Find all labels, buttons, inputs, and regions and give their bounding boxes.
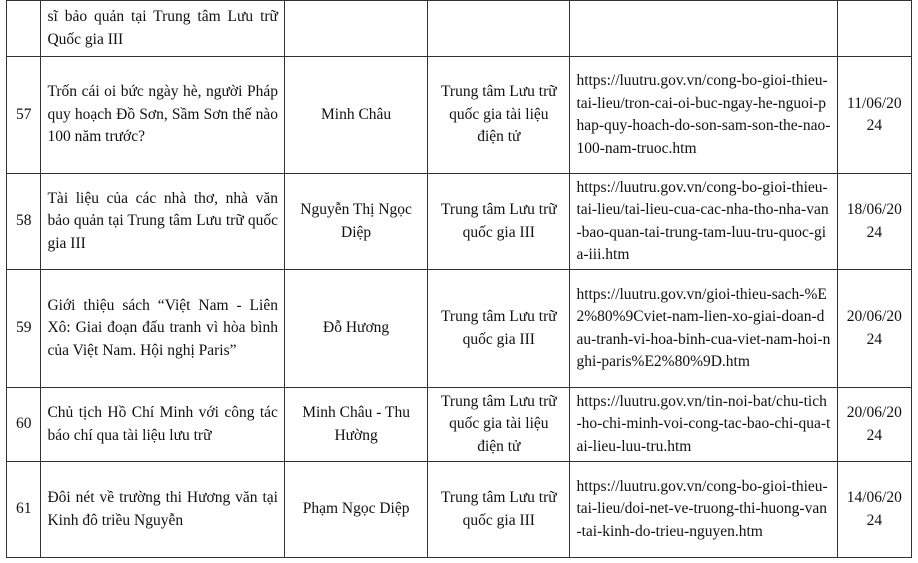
publishing-unit: Trung tâm Lưu trữ quốc gia III xyxy=(428,270,570,388)
row-number: 61 xyxy=(7,462,41,558)
table-row xyxy=(7,462,912,558)
article-url: https://luutru.gov.vn/cong-bo-gioi-thieu-tai-lieu/tai-lieu-cua-cac-nha-tho-nha-van-bao-quan-tai-trung-tam-luu-tru-quoc-gia-iii.htm xyxy=(570,174,837,270)
publish-date xyxy=(837,1,911,57)
article-title: Giới thiệu sách “Việt Nam - Liên Xô: Giai đoạn đấu tranh vì hòa bình của Việt Nam. Hội nghị Paris” xyxy=(41,270,284,388)
author xyxy=(284,1,427,57)
article-title: Đôi nét về trường thi Hương văn tại Kinh đô triều Nguyễn xyxy=(41,462,284,558)
article-title: Tài liệu của các nhà thơ, nhà văn bảo quản tại Trung tâm Lưu trữ quốc gia III xyxy=(41,174,284,270)
table-row xyxy=(7,270,912,388)
publishing-unit: Trung tâm Lưu trữ quốc gia III xyxy=(428,174,570,270)
article-url: https://luutru.gov.vn/tin-noi-bat/chu-tich-ho-chi-minh-voi-cong-tac-bao-chi-qua-tai-lieu-luu-tru.htm xyxy=(570,388,837,462)
article-url: https://luutru.gov.vn/cong-bo-gioi-thieu-tai-lieu/doi-net-ve-truong-thi-huong-van-tai-kinh-do-trieu-nguyen.htm xyxy=(570,462,837,558)
row-number xyxy=(7,1,41,57)
publishing-unit xyxy=(428,1,570,57)
article-title: Trốn cái oi bức ngày hè, người Pháp quy hoạch Đồ Sơn, Sầm Sơn thế nào 100 năm trước? xyxy=(41,57,284,174)
row-number: 59 xyxy=(7,270,41,388)
publish-date: 20/06/2024 xyxy=(837,270,911,388)
author: Đỗ Hương xyxy=(284,270,427,388)
table-row xyxy=(7,174,912,270)
author: Minh Châu xyxy=(284,57,427,174)
table-row xyxy=(7,388,912,462)
article-url xyxy=(570,1,837,57)
author: Phạm Ngọc Diệp xyxy=(284,462,427,558)
publishing-unit: Trung tâm Lưu trữ quốc gia III xyxy=(428,462,570,558)
table-row xyxy=(7,57,912,174)
article-url: https://luutru.gov.vn/gioi-thieu-sach-%E2%80%9Cviet-nam-lien-xo-giai-doan-dau-tranh-vi-hoa-binh-cua-viet-nam-hoi-nghi-paris%E2%80%9D.htm xyxy=(570,270,837,388)
author: Nguyễn Thị Ngọc Diệp xyxy=(284,174,427,270)
publish-date: 18/06/2024 xyxy=(837,174,911,270)
row-number: 58 xyxy=(7,174,41,270)
document-table xyxy=(6,0,912,558)
publish-date: 14/06/2024 xyxy=(837,462,911,558)
row-number: 57 xyxy=(7,57,41,174)
row-number: 60 xyxy=(7,388,41,462)
publish-date: 20/06/2024 xyxy=(837,388,911,462)
publishing-unit: Trung tâm Lưu trữ quốc gia tài liệu điện tử xyxy=(428,57,570,174)
article-url: https://luutru.gov.vn/cong-bo-gioi-thieu-tai-lieu/tron-cai-oi-buc-ngay-he-nguoi-phap-quy-hoach-do-son-sam-son-the-nao-100-nam-truoc.htm xyxy=(570,57,837,174)
publish-date: 11/06/2024 xyxy=(837,57,911,174)
article-title: sĩ bảo quản tại Trung tâm Lưu trữ Quốc gia III xyxy=(41,1,284,57)
author: Minh Châu - Thu Hường xyxy=(284,388,427,462)
article-title: Chủ tịch Hồ Chí Minh với công tác báo chí qua tài liệu lưu trữ xyxy=(41,388,284,462)
publishing-unit: Trung tâm Lưu trữ quốc gia tài liệu điện tử xyxy=(428,388,570,462)
table-row xyxy=(7,1,912,57)
